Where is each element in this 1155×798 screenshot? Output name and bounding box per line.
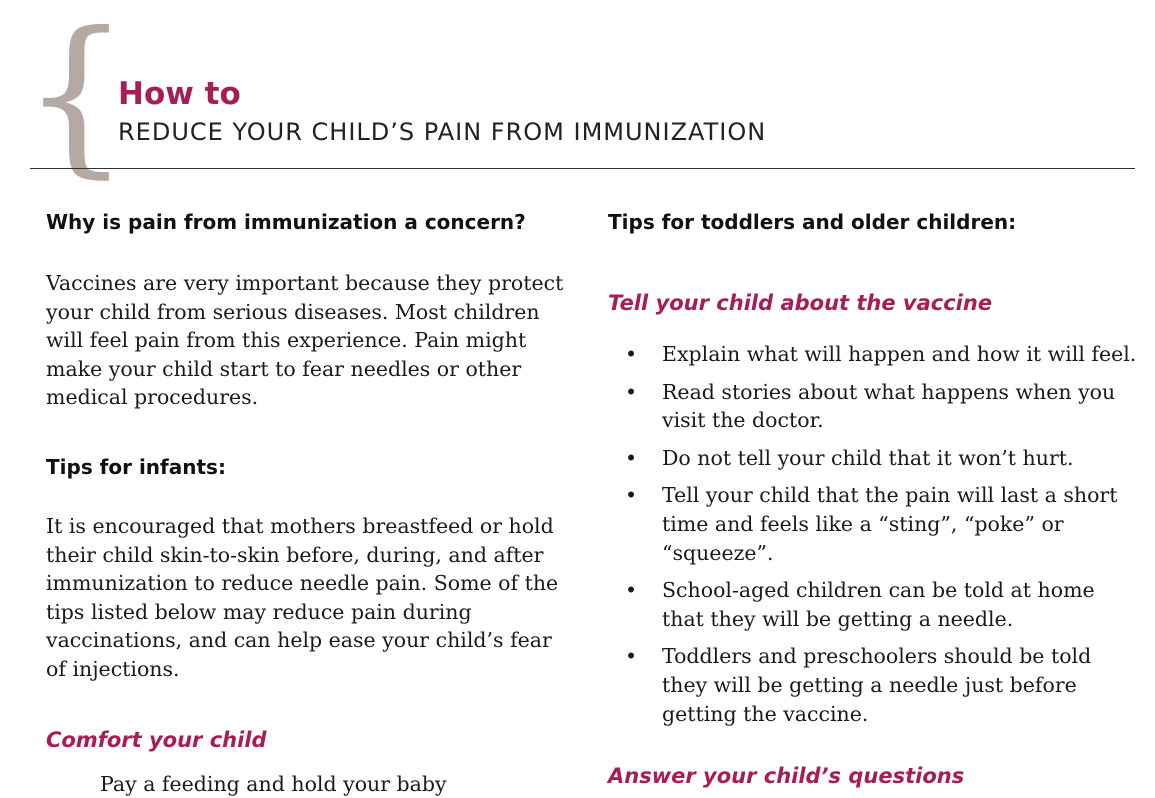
bullet-icon: • [625,644,638,669]
list-item [608,340,1138,369]
comfort-partial-text: Pay a feeding and hold your baby [100,771,447,796]
answer-heading: Answer your child’s questions [608,764,965,789]
list-item [608,576,1138,633]
bullet-icon: • [625,342,638,366]
toddlers-heading: Tips for toddlers and older children: [608,210,1017,234]
infants-paragraph: It is encouraged that mothers breastfeed or hold their child skin-to-skin before, during, and after immunization to reduce needle pain. Some of the tips listed below may reduce pain during vaccinations, and can help ease your child’s fear of injections. [46,513,559,681]
tell-heading: Tell your child about the vaccine [608,291,993,315]
list-item-text: Read stories about what happens when you visit the doctor. [662,379,1116,433]
bullet-icon: • [625,578,638,603]
page-subtitle: REDUCE YOUR CHILD’S PAIN FROM IMMUNIZATION [118,118,767,146]
infants-heading: Tips for infants: [46,454,226,479]
list-item [608,378,1138,435]
list-item [608,481,1138,567]
list-item [608,444,1138,473]
page-title: How to [118,76,241,112]
tips-list [608,340,1138,728]
list-item-text: Toddlers and preschoolers should be told they will be getting a needle just before getting the vaccine. [662,644,1092,726]
list-item-text: Explain what will happen and how it will feel. [662,342,1137,366]
list-item-text: Do not tell your child that it won’t hurt. [662,445,1074,470]
comfort-heading: Comfort your child [46,727,267,752]
decorative-brace: { [22,0,131,194]
list-item-text: Tell your child that the pain will last a short time and feels like a “sting”, “poke” or “squeeze”. [662,483,1118,565]
bullet-icon: • [625,483,638,508]
why-heading: Why is pain from immunization a concern? [46,210,526,234]
left-column [46,210,566,798]
list-item-text: School-aged children can be told at home that they will be getting a needle. [662,578,1095,631]
why-paragraph: Vaccines are very important because they protect your child from serious diseases. Most children will feel pain from this experience. Pain might make your child start to fear needles or other medical procedures. [46,271,564,410]
right-column [608,210,1138,788]
bullet-icon: • [625,445,638,470]
bullet-icon: • [625,379,638,404]
list-item [608,642,1138,728]
header-divider [30,168,1135,169]
